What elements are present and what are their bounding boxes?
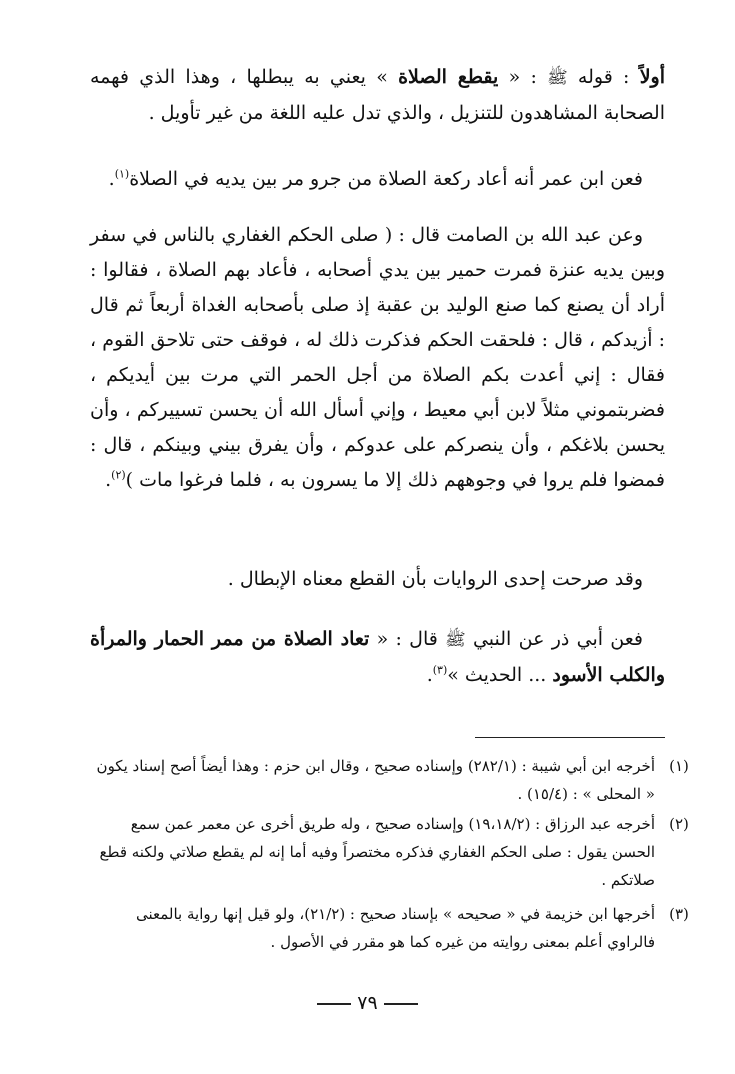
paragraph-text: وقد صرحت إحدى الروايات بأن القطع معناه الإبطال . (227, 568, 643, 590)
footnote-text: أخرجه ابن أبي شيبة : (٢٨٢/١) وإسناده صحيح ، وقال ابن حزم : وهذا أيضاً أصح إسناد يكون « المحلى » : (١٥/٤) . (96, 757, 655, 803)
paragraph-first-point (90, 60, 665, 131)
footnote-ref: (١) (114, 167, 130, 181)
paragraph-abu-dharr (90, 622, 665, 693)
hadith-quote: يقطع الصلاة (398, 66, 499, 88)
honorific-symbol: ﷺ (445, 630, 466, 650)
footnote-number: (٢) (669, 815, 689, 833)
paragraph-narrations-note (90, 562, 665, 597)
dash-left (384, 1003, 418, 1005)
text-segment: قال : « (369, 628, 446, 650)
paragraph-text: وعن عبد الله بن الصامت قال : ( صلى الحكم الغفاري بالناس في سفر وبين يديه عنزة فمرت حمير بين يدي أصحابه ، فأعاد بهم الصلاة ، فقالوا : أراد أن يصنع كما صنع الوليد بن عقبة إذ صلى بأصحابه الغداة أربعاً ثم قال : أزيدكم ، قال : فلحقت الحكم فذكرت ذلك له ، فوقف حتى تلاحق القوم ، فقال : إني أعدت بكم الصلاة من أجل الحمر التي مرت بين أيديكم ، فضربتموني مثلاً لابن أبي معيط ، وإني أسأل الله أن يحسن تسييركم ، وأن يحسن بلاغكم ، وأن ينصركم على عدوكم ، وأن يفرق بيني وبينكم ، قال : فمضوا فلم يروا في وجوههم ذلك إلا ما يسرون به ، فلما فرغوا مات ) (90, 224, 665, 491)
page-number: ٧٩ (357, 992, 378, 1014)
footnote-number: (٣) (669, 905, 689, 923)
hadith-quote: تعاد الصلاة من ممر الحمار والمرأة والكلب الأسود (90, 628, 665, 686)
footnote-divider (475, 737, 665, 738)
text-segment: فعن أبي ذر عن النبي (465, 628, 643, 650)
paragraph-end: . (426, 664, 433, 686)
dash-right (317, 1003, 351, 1005)
text-segment: ... الحديث » (447, 664, 553, 686)
footnote-text: أخرجها ابن خزيمة في « صحيحه » بإسناد صحيح : (٢١/٢)، ولو قيل إنها رواية بالمعنى فالراوي أعلم بمعنى روايته من غيره كما هو مقرر في الأصول . (135, 905, 655, 951)
honorific-symbol: ﷺ (547, 68, 568, 88)
footnote-ref: (٢) (111, 468, 126, 482)
lead-word: أولاً (639, 66, 665, 88)
footnote-text: أخرجه عبد الرزاق : (١٩،١٨/٢) وإسناده صحيح ، وله طريق أخرى عن معمر عمن سمع الحسن يقول : صلى الحكم الغفاري فذكره مختصراً وفيه أما إنه لم يقطع صلاتي ولكنه قطع صلاتكم . (99, 815, 655, 889)
paragraph-abdullah-narration (90, 218, 665, 498)
paragraph-text: فعن ابن عمر أنه أعاد ركعة الصلاة من جرو مر بين يديه في الصلاة (129, 168, 643, 190)
footnote-1 (85, 752, 689, 808)
footnote-ref: (٣) (432, 663, 448, 677)
paragraph-end: . (108, 168, 115, 190)
paragraph-ibn-umar (90, 162, 665, 197)
footnote-2 (85, 810, 689, 894)
footnote-number: (١) (669, 757, 689, 775)
paragraph-end: . (105, 469, 112, 491)
page-number-footer (0, 992, 735, 1014)
text-segment: : « (498, 66, 548, 88)
text-segment: : قوله (567, 66, 640, 88)
footnote-3 (85, 900, 689, 956)
text-segment: » يعني به يبطلها ، وهذا الذي فهمه الصحابة المشاهدون للتنزيل ، والذي تدل عليه اللغة من غير تأويل . (90, 66, 665, 124)
